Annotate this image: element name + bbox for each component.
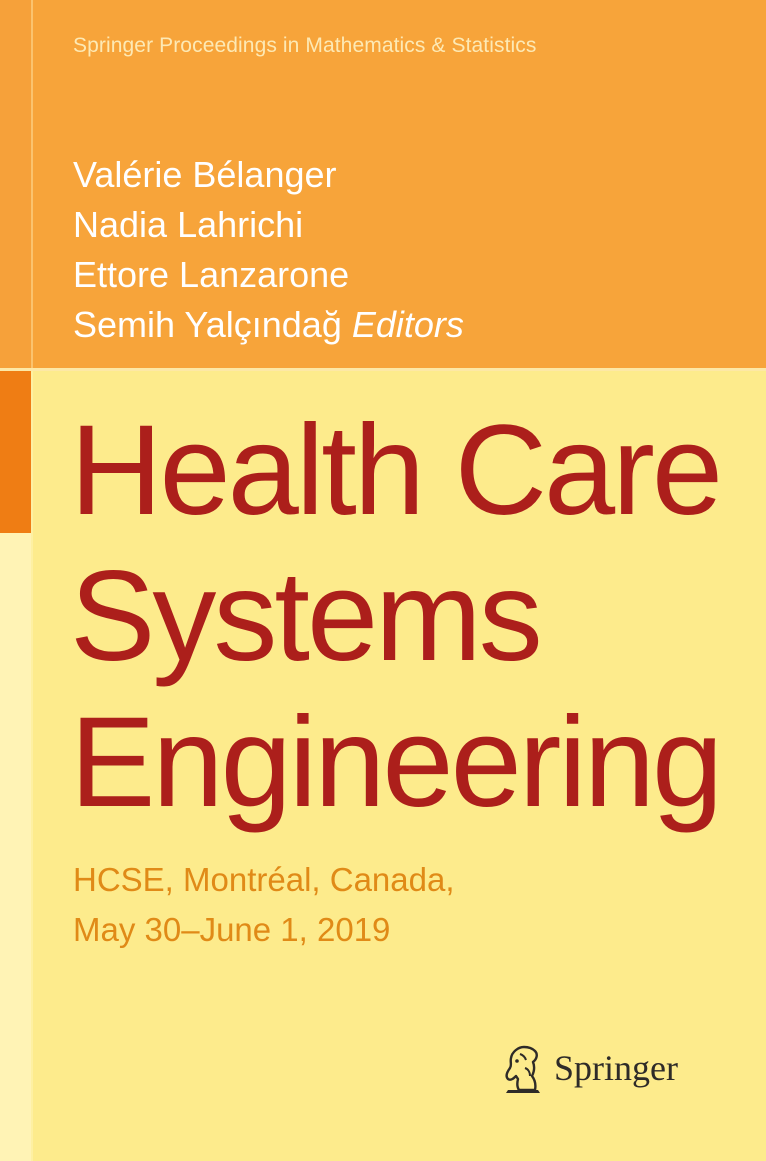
springer-horse-icon xyxy=(500,1042,546,1094)
publisher-logo xyxy=(500,1036,678,1100)
pale-strip xyxy=(0,533,31,1161)
series-name: Springer Proceedings in Mathematics & Statistics xyxy=(73,34,537,57)
header-divider xyxy=(31,0,33,368)
editor-name: Valérie Bélanger xyxy=(73,154,337,195)
vertical-rule xyxy=(31,371,33,1161)
book-title xyxy=(70,398,720,836)
editors-role-label: Editors xyxy=(351,304,464,345)
subtitle-line: HCSE, Montréal, Canada, xyxy=(73,861,455,898)
title-line: Systems xyxy=(70,545,540,688)
editor-name: Semih Yalçındağ Editors xyxy=(73,304,464,345)
title-line: Engineering xyxy=(70,691,721,834)
publisher-name: Springer xyxy=(554,1048,678,1088)
subtitle-line: May 30–June 1, 2019 xyxy=(73,911,391,948)
accent-strip xyxy=(0,371,31,533)
editor-name: Ettore Lanzarone xyxy=(73,254,350,295)
editors-list xyxy=(73,150,464,350)
title-line: Health Care xyxy=(70,399,720,542)
editor-name: Nadia Lahrichi xyxy=(73,204,304,245)
book-subtitle xyxy=(73,855,455,955)
header-bottom-line xyxy=(0,368,766,371)
header-left-strip xyxy=(0,0,31,368)
